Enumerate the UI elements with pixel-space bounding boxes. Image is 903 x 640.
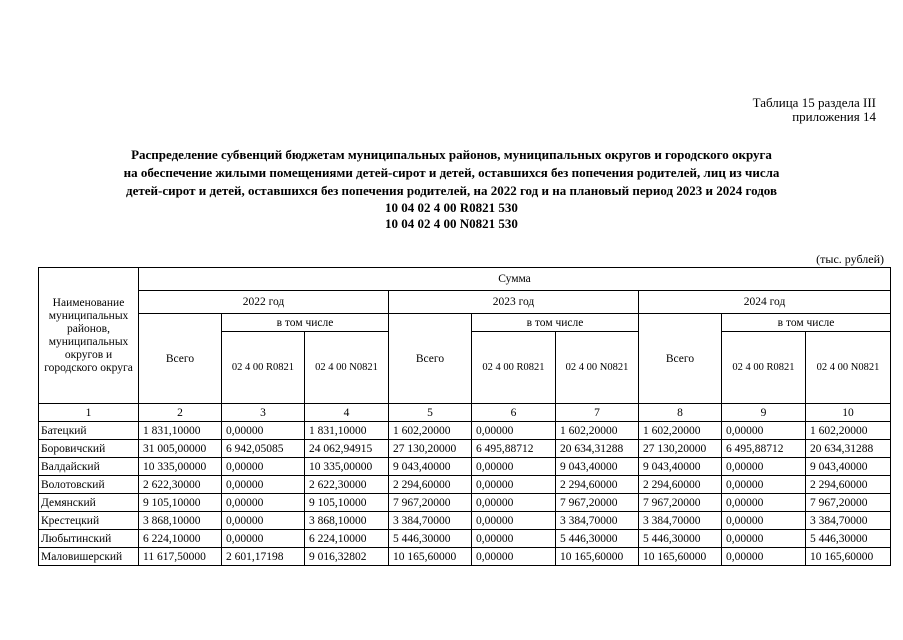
r0821-2023: 6 495,88712 bbox=[472, 440, 556, 458]
n0821-2022: 24 062,94915 bbox=[305, 440, 389, 458]
header-including-2024: в том числе bbox=[722, 314, 891, 332]
title-line2: на обеспечение жилыми помещениями детей-сирот и детей, оставшихся без попечения родителей, лиц из числа bbox=[123, 165, 780, 180]
municipality-name: Боровичский bbox=[39, 440, 139, 458]
header-including-2023: в том числе bbox=[472, 314, 639, 332]
total-2024: 3 384,70000 bbox=[639, 512, 722, 530]
municipality-name: Любытинский bbox=[39, 530, 139, 548]
n0821-2024: 5 446,30000 bbox=[806, 530, 891, 548]
total-2023: 27 130,20000 bbox=[389, 440, 472, 458]
header-n0821-2023: 02 4 00 N0821 bbox=[556, 332, 639, 404]
r0821-2022: 2 601,17198 bbox=[222, 548, 305, 566]
n0821-2023: 5 446,30000 bbox=[556, 530, 639, 548]
municipality-name: Крестецкий bbox=[39, 512, 139, 530]
table-reference bbox=[753, 96, 876, 124]
column-number: 10 bbox=[806, 404, 891, 422]
total-2024: 10 165,60000 bbox=[639, 548, 722, 566]
column-number: 1 bbox=[39, 404, 139, 422]
header-including-2022: в том числе bbox=[222, 314, 389, 332]
r0821-2024: 0,00000 bbox=[722, 458, 806, 476]
total-2023: 10 165,60000 bbox=[389, 548, 472, 566]
r0821-2023: 0,00000 bbox=[472, 476, 556, 494]
title-line1: Распределение субвенций бюджетам муниципальных районов, муниципальных округов и городского округа bbox=[131, 147, 772, 162]
table-row bbox=[39, 512, 891, 530]
total-2022: 11 617,50000 bbox=[139, 548, 222, 566]
n0821-2022: 10 335,00000 bbox=[305, 458, 389, 476]
total-2022: 3 868,10000 bbox=[139, 512, 222, 530]
r0821-2023: 0,00000 bbox=[472, 548, 556, 566]
total-2024: 9 043,40000 bbox=[639, 458, 722, 476]
header-municipality-name: Наименование муниципальных районов, муниципальных округов и городского округа bbox=[39, 268, 139, 404]
r0821-2023: 0,00000 bbox=[472, 458, 556, 476]
n0821-2023: 9 043,40000 bbox=[556, 458, 639, 476]
total-2024: 5 446,30000 bbox=[639, 530, 722, 548]
table-row bbox=[39, 548, 891, 566]
total-2023: 2 294,60000 bbox=[389, 476, 472, 494]
column-number: 6 bbox=[472, 404, 556, 422]
n0821-2024: 2 294,60000 bbox=[806, 476, 891, 494]
column-number: 3 bbox=[222, 404, 305, 422]
r0821-2022: 0,00000 bbox=[222, 530, 305, 548]
total-2023: 9 043,40000 bbox=[389, 458, 472, 476]
r0821-2022: 0,00000 bbox=[222, 476, 305, 494]
table-reference-line1: Таблица 15 раздела III bbox=[752, 95, 876, 110]
table-row bbox=[39, 422, 891, 440]
total-2022: 6 224,10000 bbox=[139, 530, 222, 548]
total-2024: 7 967,20000 bbox=[639, 494, 722, 512]
r0821-2022: 6 942,05085 bbox=[222, 440, 305, 458]
table-row bbox=[39, 530, 891, 548]
total-2024: 27 130,20000 bbox=[639, 440, 722, 458]
column-number: 7 bbox=[556, 404, 639, 422]
n0821-2023: 7 967,20000 bbox=[556, 494, 639, 512]
column-number: 9 bbox=[722, 404, 806, 422]
total-2022: 31 005,00000 bbox=[139, 440, 222, 458]
column-numbers-row bbox=[39, 404, 891, 422]
header-r0821-2023: 02 4 00 R0821 bbox=[472, 332, 556, 404]
municipality-name: Маловишерский bbox=[39, 548, 139, 566]
title-line3: детей-сирот и детей, оставшихся без попечения родителей, на 2022 год и на плановый период 2023 и 2024 годов bbox=[126, 183, 777, 198]
header-year-2022: 2022 год bbox=[139, 291, 389, 314]
total-2024: 2 294,60000 bbox=[639, 476, 722, 494]
r0821-2022: 0,00000 bbox=[222, 494, 305, 512]
table-row bbox=[39, 494, 891, 512]
r0821-2024: 6 495,88712 bbox=[722, 440, 806, 458]
total-2022: 10 335,00000 bbox=[139, 458, 222, 476]
n0821-2022: 1 831,10000 bbox=[305, 422, 389, 440]
column-number: 2 bbox=[139, 404, 222, 422]
municipality-name: Валдайский bbox=[39, 458, 139, 476]
r0821-2024: 0,00000 bbox=[722, 530, 806, 548]
municipality-name: Волотовский bbox=[39, 476, 139, 494]
r0821-2024: 0,00000 bbox=[722, 494, 806, 512]
table-reference-line2: приложения 14 bbox=[792, 109, 876, 124]
n0821-2024: 10 165,60000 bbox=[806, 548, 891, 566]
r0821-2024: 0,00000 bbox=[722, 476, 806, 494]
r0821-2023: 0,00000 bbox=[472, 530, 556, 548]
total-2023: 3 384,70000 bbox=[389, 512, 472, 530]
total-2022: 1 831,10000 bbox=[139, 422, 222, 440]
n0821-2023: 20 634,31288 bbox=[556, 440, 639, 458]
r0821-2022: 0,00000 bbox=[222, 458, 305, 476]
header-total-2023: Всего bbox=[389, 314, 472, 404]
n0821-2024: 3 384,70000 bbox=[806, 512, 891, 530]
n0821-2022: 2 622,30000 bbox=[305, 476, 389, 494]
r0821-2024: 0,00000 bbox=[722, 548, 806, 566]
r0821-2022: 0,00000 bbox=[222, 422, 305, 440]
n0821-2024: 7 967,20000 bbox=[806, 494, 891, 512]
r0821-2022: 0,00000 bbox=[222, 512, 305, 530]
header-total-2022: Всего bbox=[139, 314, 222, 404]
header-r0821-2024: 02 4 00 R0821 bbox=[722, 332, 806, 404]
municipality-name: Демянский bbox=[39, 494, 139, 512]
total-2022: 2 622,30000 bbox=[139, 476, 222, 494]
r0821-2023: 0,00000 bbox=[472, 512, 556, 530]
header-year-2024: 2024 год bbox=[639, 291, 891, 314]
table-row bbox=[39, 440, 891, 458]
column-number: 8 bbox=[639, 404, 722, 422]
header-total-2024: Всего bbox=[639, 314, 722, 404]
table-row bbox=[39, 476, 891, 494]
r0821-2024: 0,00000 bbox=[722, 512, 806, 530]
r0821-2023: 0,00000 bbox=[472, 494, 556, 512]
n0821-2022: 3 868,10000 bbox=[305, 512, 389, 530]
r0821-2024: 0,00000 bbox=[722, 422, 806, 440]
header-n0821-2022: 02 4 00 N0821 bbox=[305, 332, 389, 404]
total-2024: 1 602,20000 bbox=[639, 422, 722, 440]
header-n0821-2024: 02 4 00 N0821 bbox=[806, 332, 891, 404]
total-2022: 9 105,10000 bbox=[139, 494, 222, 512]
table-row bbox=[39, 458, 891, 476]
n0821-2022: 9 105,10000 bbox=[305, 494, 389, 512]
total-2023: 1 602,20000 bbox=[389, 422, 472, 440]
units-label: (тыс. рублей) bbox=[816, 252, 884, 266]
n0821-2023: 1 602,20000 bbox=[556, 422, 639, 440]
header-year-2023: 2023 год bbox=[389, 291, 639, 314]
n0821-2024: 20 634,31288 bbox=[806, 440, 891, 458]
budget-code-1: 10 04 02 4 00 R0821 530 bbox=[385, 200, 518, 215]
n0821-2023: 3 384,70000 bbox=[556, 512, 639, 530]
document-title bbox=[0, 146, 903, 200]
n0821-2022: 9 016,32802 bbox=[305, 548, 389, 566]
r0821-2023: 0,00000 bbox=[472, 422, 556, 440]
header-sum: Сумма bbox=[139, 268, 891, 291]
column-number: 4 bbox=[305, 404, 389, 422]
municipality-name: Батецкий bbox=[39, 422, 139, 440]
column-number: 5 bbox=[389, 404, 472, 422]
n0821-2022: 6 224,10000 bbox=[305, 530, 389, 548]
n0821-2024: 9 043,40000 bbox=[806, 458, 891, 476]
n0821-2023: 10 165,60000 bbox=[556, 548, 639, 566]
total-2023: 5 446,30000 bbox=[389, 530, 472, 548]
n0821-2023: 2 294,60000 bbox=[556, 476, 639, 494]
n0821-2024: 1 602,20000 bbox=[806, 422, 891, 440]
header-r0821-2022: 02 4 00 R0821 bbox=[222, 332, 305, 404]
total-2023: 7 967,20000 bbox=[389, 494, 472, 512]
budget-code-2: 10 04 02 4 00 N0821 530 bbox=[385, 216, 518, 231]
subventions-table bbox=[38, 267, 891, 566]
